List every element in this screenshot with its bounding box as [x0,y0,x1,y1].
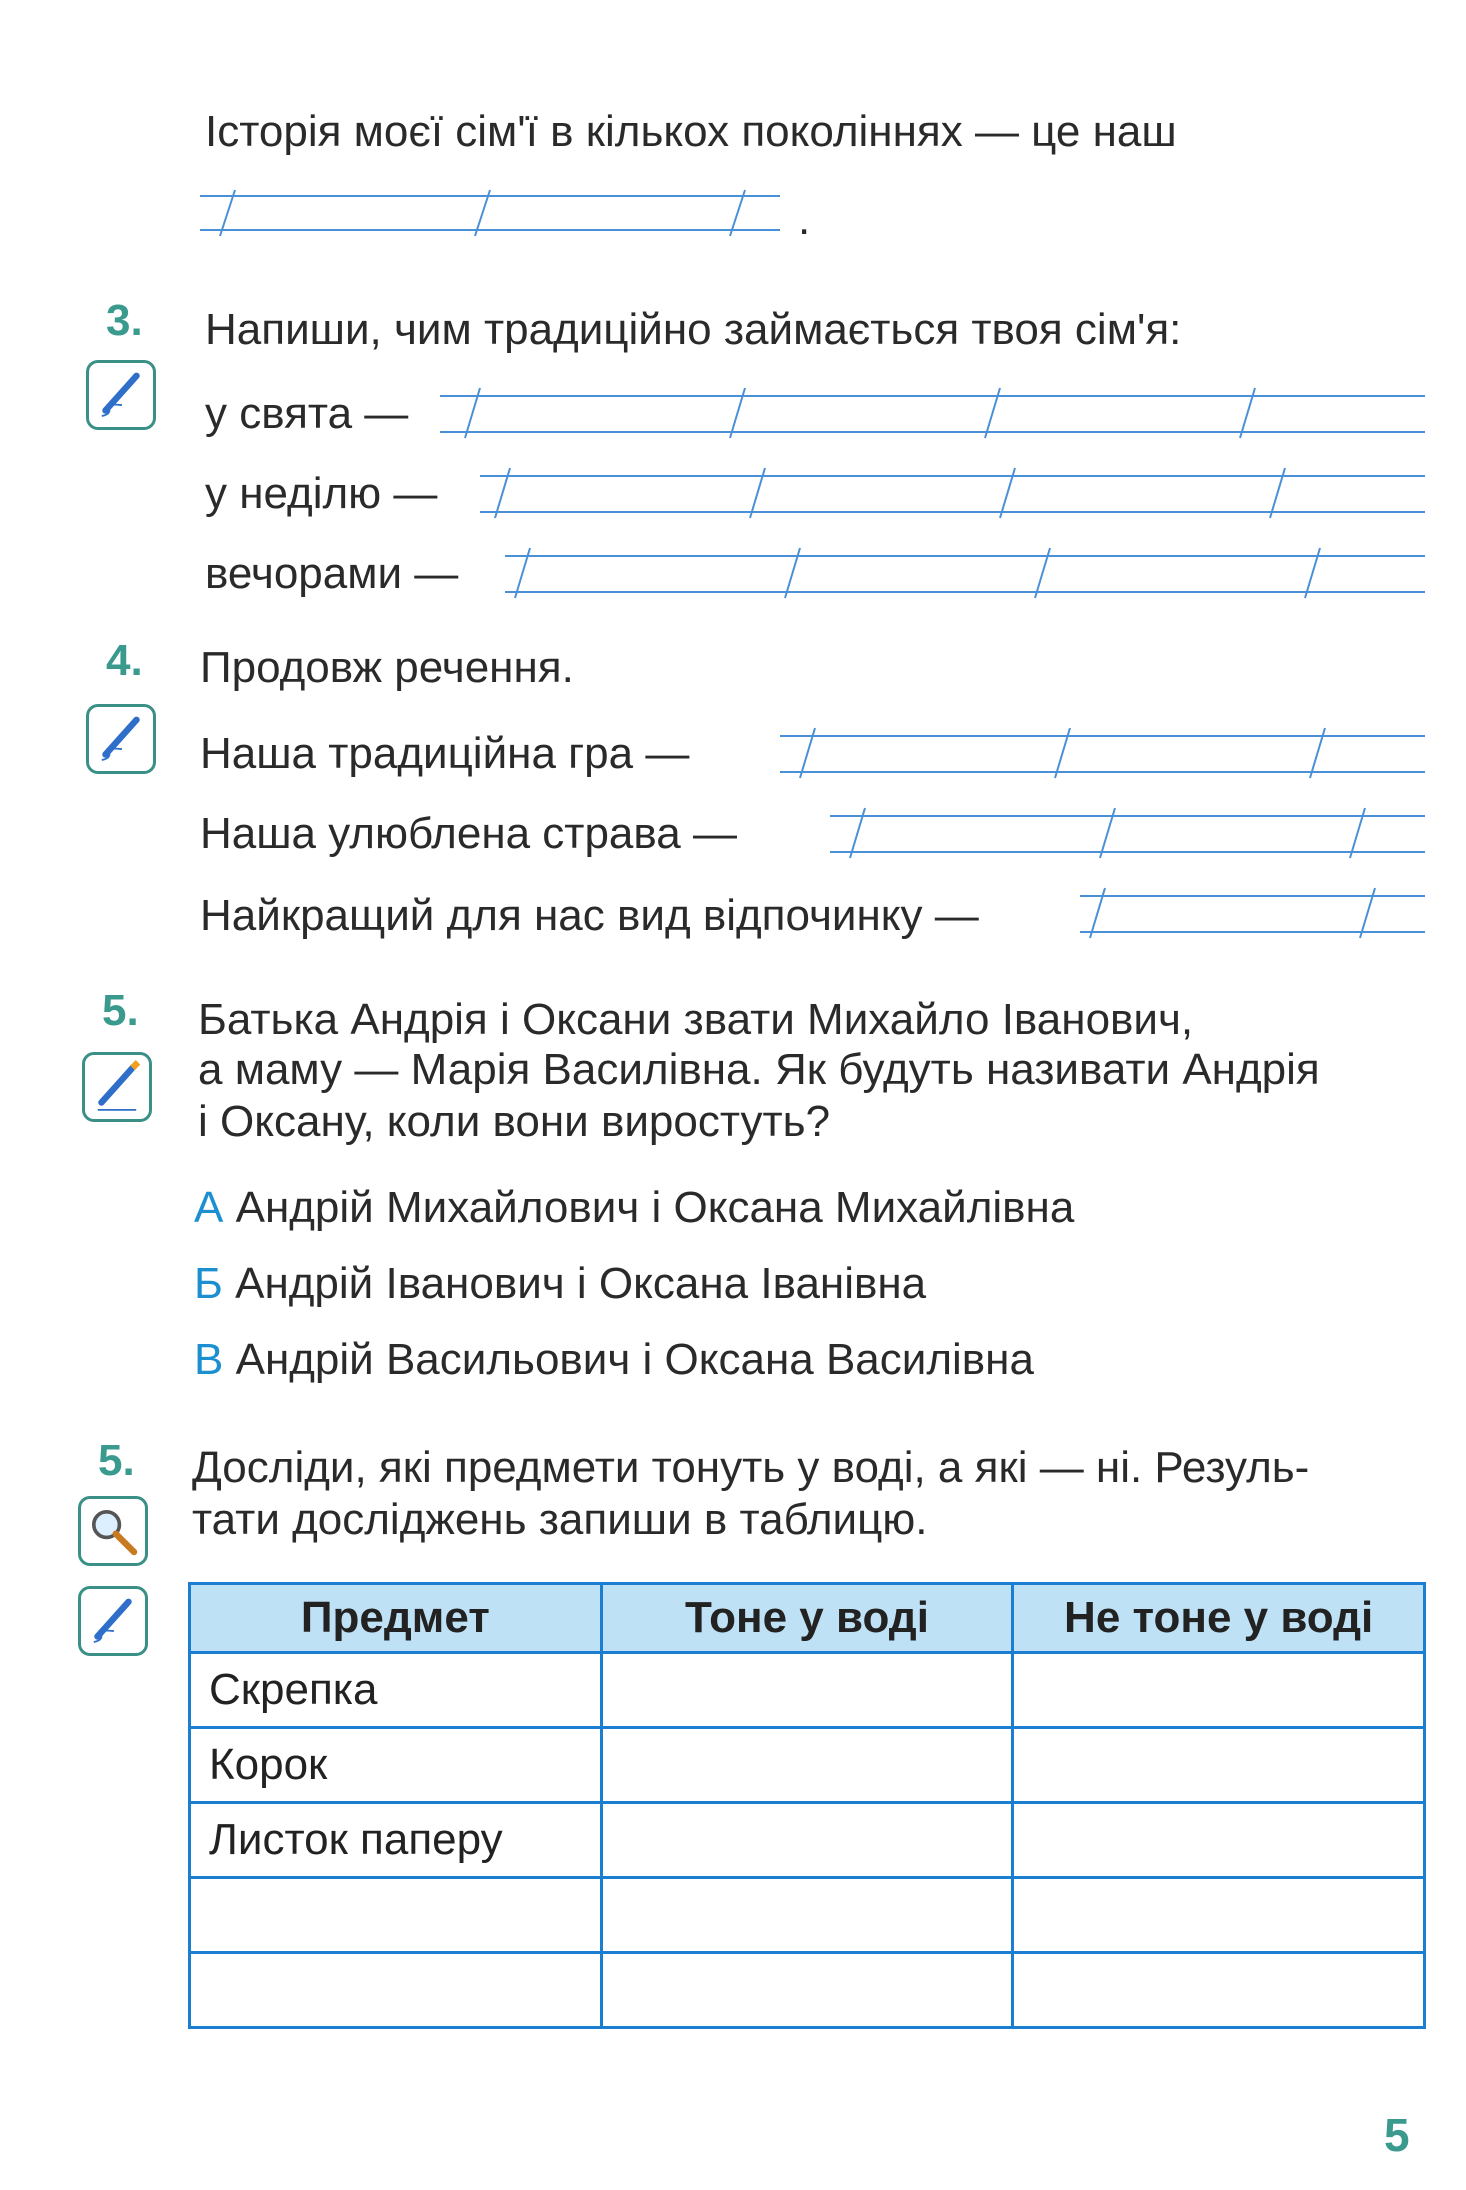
task-5b-line-1: Досліди, які предмети тонуть у воді, а які — ні. Резуль- [192,1443,1310,1492]
cell-floats[interactable] [1013,1878,1425,1953]
cell-item[interactable] [190,1878,602,1953]
table-row [190,1803,1425,1878]
cell-floats[interactable] [1013,1803,1425,1878]
task-5a-line-2: а маму — Марія Василівна. Як будуть називати Андрія [198,1045,1320,1094]
option-b[interactable] [194,1256,926,1312]
pencil-icon [86,360,156,430]
cell-floats[interactable] [1013,1653,1425,1728]
pencil-icon [82,1052,152,1122]
option-b-text: Андрій Іванович і Оксана Іванівна [235,1259,927,1308]
task-5a-line-1: Батька Андрія і Оксани звати Михайло Іванович, [198,995,1194,1044]
table-row [190,1653,1425,1728]
cell-item[interactable] [190,1953,602,2028]
table-row [190,1953,1425,2028]
cell-sinks[interactable] [601,1728,1013,1803]
option-v[interactable] [194,1332,1034,1388]
option-v-text: Андрій Васильович і Оксана Василівна [235,1335,1034,1384]
task-5b-number: 5. [98,1436,135,1485]
cell-item: Скрепка [190,1653,602,1728]
table-header-row [190,1584,1425,1653]
cell-item: Листок паперу [190,1803,602,1878]
writing-lines-holidays[interactable] [440,376,1430,446]
option-a-text: Андрій Михайлович і Оксана Михайлівна [235,1183,1075,1232]
writing-lines-rest[interactable] [1080,876,1430,946]
task-4-item-dish: Наша улюблена страва — [200,809,737,858]
cell-item: Корок [190,1728,602,1803]
task-5a-number: 5. [102,986,139,1035]
task-5a-line-3: і Оксану, коли вони виростуть? [198,1097,831,1146]
task-4-number: 4. [106,636,143,685]
writing-lines-game[interactable] [780,716,1430,786]
intro-end-dot: . [798,195,811,244]
results-table [188,1582,1426,2029]
option-v-letter: В [194,1335,224,1384]
option-b-letter: Б [194,1259,223,1308]
writing-lines-intro[interactable] [200,180,800,240]
header-floats: Не тоне у воді [1013,1584,1425,1653]
task-4-item-game: Наша традиційна гра — [200,729,690,778]
task-4-prompt: Продовж речення. [200,643,574,692]
cell-sinks[interactable] [601,1953,1013,2028]
option-a-letter: А [194,1183,224,1232]
magnifier-icon [78,1496,148,1566]
cell-sinks[interactable] [601,1653,1013,1728]
task-3-number: 3. [106,296,143,345]
task-3-prompt: Напиши, чим традиційно займається твоя сім'я: [205,305,1182,354]
task-5b-line-2: тати досліджень запиши в таблицю. [192,1495,928,1544]
task-3-item-evenings: вечорами — [205,549,459,598]
cell-floats[interactable] [1013,1728,1425,1803]
option-a[interactable] [194,1180,1074,1236]
table-row [190,1728,1425,1803]
pencil-icon [78,1586,148,1656]
task-4-item-rest: Найкращий для нас вид відпочинку — [200,891,979,940]
pencil-icon [86,704,156,774]
header-sinks: Тоне у воді [601,1584,1013,1653]
writing-lines-sunday[interactable] [480,456,1430,526]
cell-sinks[interactable] [601,1803,1013,1878]
page-number: 5 [1384,2109,1410,2161]
cell-floats[interactable] [1013,1953,1425,2028]
writing-lines-dish[interactable] [830,796,1430,866]
cell-sinks[interactable] [601,1878,1013,1953]
task-3-item-holidays: у свята — [205,389,409,438]
table-row [190,1878,1425,1953]
writing-lines-evenings[interactable] [505,536,1430,606]
header-item: Предмет [190,1584,602,1653]
intro-text: Історія моєї сім'ї в кількох поколіннях — це наш [205,107,1177,156]
task-3-item-sunday: у неділю — [205,469,438,518]
